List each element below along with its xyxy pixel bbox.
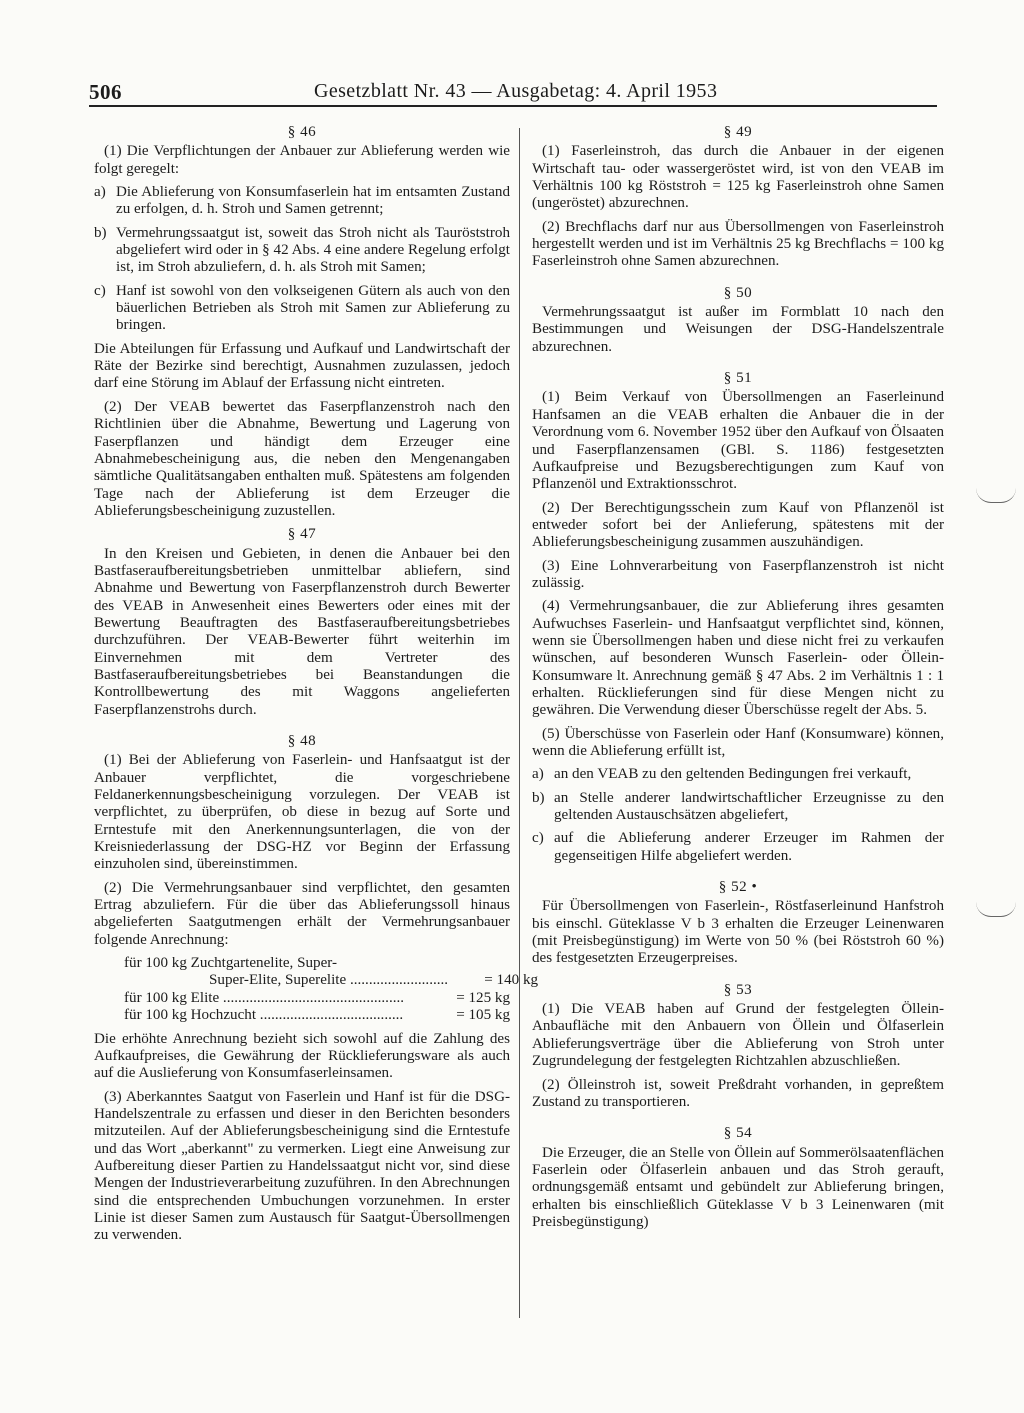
header-rule <box>89 105 937 107</box>
list-label: b) <box>532 789 545 806</box>
paragraph: (2) Brechflachs darf nur aus Übersollmengen von Faserleinstroh hergestellt werden und ist im Verhältnis 25 kg Brechflachs = 100 kg Faserleinstroh ohne Samen abzurechnen. <box>532 218 944 270</box>
paragraph: (2) Ölleinstroh ist, soweit Preßdraht vorhanden, in gepreßtem Zustand zu transportieren. <box>532 1076 944 1110</box>
list-text: Hanf ist sowohl von den volkseigenen Gütern als auch von den bäuerlichen Betrieben als Stroh mit Samen zur Ablieferung zu bringen. <box>116 282 510 334</box>
paragraph: (1) Die Verpflichtungen der Anbauer zur Ablieferung werden wie folgt geregelt: <box>94 143 510 177</box>
list-item <box>94 225 510 277</box>
paragraph: (4) Vermehrungsanbauer, die zur Ablieferung ihres gesamten Aufwuchses Faserlein- und Hanfsaatgut verpflichtet sind, können, wenn sie Übersollmengen haben und diese nicht frei zu verkaufen wünschen, auf besonderen Wunsch Faserlein- oder Öllein-Konsumware lt. Anrechnung gemäß § 47 Abs. 2 im Verhältnis 1 : 1 erhalten. Rücklieferungen sind für diese Mengen nicht zu gewähren. Die Verwendung dieser Überschüsse regelt der Abs. 5. <box>532 598 944 719</box>
paragraph: (3) Eine Lohnverarbeitung von Faserpflanzenstroh ist nicht zulässig. <box>532 557 944 591</box>
rate-row <box>94 955 510 972</box>
section-heading-46: § 46 <box>287 124 317 140</box>
column-divider <box>519 128 520 1318</box>
list-label: c) <box>94 282 106 299</box>
paragraph: Die erhöhte Anrechnung bezieht sich sowohl auf die Zahlung des Aufkaufpreises, die Gewährung der Rücklieferungsware als auch auf die Auslieferung von Konsumfaserleinsamen. <box>94 1030 510 1082</box>
paragraph: (2) Der VEAB bewertet das Faserpflanzenstroh nach den Richtlinien über die Abnahme, Bewertung und Lagerung von Faserpflanzen und händigt dem Erzeuger eine Abnahmebescheinigung aus, die neben den Mengenangaben sämtliche Qualitätsangaben enthalten muß. Spätestens am folgenden Tage nach der Ablieferung ist dem Erzeuger die Ablieferungsbescheinigung zuzustellen. <box>94 398 510 519</box>
gazette-title: Gesetzblatt Nr. 43 — Ausgabetag: 4. April 1953 <box>314 80 718 102</box>
paragraph: (2) Die Vermehrungsanbauer sind verpflichtet, den gesamten Ertrag abzuliefern. Für die über das Ablieferungssoll hinaus abgelieferten Saatgutmengen erhält der Vermehrungsanbauer folgende Anrechnung: <box>94 879 510 948</box>
paragraph: Vermehrungssaatgut ist außer im Formblatt 10 nach den Bestimmungen und Weisungen der DSG-Handelszentrale abzurechnen. <box>532 304 944 355</box>
section-heading-48: § 48 <box>287 733 317 749</box>
paragraph: Die Erzeuger, die an Stelle von Öllein auf Sommerölsaatenflächen Faserlein oder Ölfaserlein anbauen und das Stroh gerauft, ordnungsgemäß entsamt und gebündelt zur Ablieferung bringen, erhalten bis einschließlich Güteklasse V b 3 Leinenwaren (mit Preisbegünstigung) <box>532 1144 944 1230</box>
rate-value: = 125 kg <box>456 989 510 1006</box>
rate-label: für 100 kg Zuchtgartenelite, Super- <box>124 955 338 972</box>
left-column <box>94 124 539 1251</box>
margin-mark <box>976 488 1016 503</box>
paragraph: (3) Aberkanntes Saatgut von Faserlein und Hanf ist für die DSG-Handelszentrale zu erfassen und dieser in den Berichten besonders mitzuteilen. Auf der Ablieferungsbescheinigung sind die Erntestufe und das Wort „aberkannt" zu vermerken. Liegt eine Anweisung zur Aufbereitung dieser Partien zu Handelssaatgut nicht vor, sind diese Mengen der Industrieverarbeitung zuzuführen. In den Abrechnungen sind die entsprechenden Umbuchungen vorzunehmen. In erster Linie ist dieser Samen zum Austausch für Saatgut-Übersollmengen zu verwenden. <box>94 1088 510 1244</box>
section-heading-49: § 49 <box>723 124 753 140</box>
section-heading-51: § 51 <box>723 370 753 387</box>
rate-row <box>94 1007 510 1024</box>
paragraph: (5) Überschüsse von Faserlein oder Hanf (Konsumware) können, wenn die Ablieferung erfüllt ist, <box>532 725 944 759</box>
rate-value: = 105 kg <box>456 1007 510 1024</box>
rate-value <box>420 955 510 972</box>
rate-table <box>94 955 539 1024</box>
section-heading-52: § 52 • <box>718 879 758 896</box>
paragraph: In den Kreisen und Gebieten, in denen die Anbauer bei den Bastfaseraufbereitungsbetrieben unmittelbar abliefern, sind Abnahme und Bewertung von Faserpflanzenstroh durch Bewerter des VEAB in Anwesenheit eines Bewerters oder eines mit der Bewertung Beauftragten des Bastfaseraufbereitungsbetriebes durchzuführen. Der VEAB-Bewerter führt weiterhin im Einvernehmen mit dem Vertreter des Bastfaseraufbereitungsbetriebes bei Beanstandungen die Kontrollbewertung des mit Waggons angelieferten Faserpflanzenstrohs durch. <box>94 545 510 718</box>
list-item <box>532 790 944 825</box>
list-item <box>94 184 510 219</box>
list-item <box>532 830 944 865</box>
right-column <box>532 124 944 1237</box>
rate-row <box>94 972 539 989</box>
list-label: a) <box>532 766 544 783</box>
rate-label: für 100 kg Hochzucht ...................................... <box>124 1007 404 1024</box>
list-text: auf die Ablieferung anderer Erzeuger im Rahmen der gegenseitigen Hilfe abgeliefert werden. <box>554 830 944 864</box>
list-text: an den VEAB zu den geltenden Bedingungen frei verkauft, <box>554 766 912 783</box>
section-heading-54: § 54 <box>723 1125 753 1142</box>
rate-label: Super-Elite, Superelite .......................... <box>209 972 449 989</box>
paragraph: (1) Faserleinstroh, das durch die Anbauer in der eigenen Wirtschaft tau- oder wassergeröstet wird, ist von den VEAB im Verhältnis 100 kg Röststroh = 125 kg Faserleinstroh ohne Samen (ungeröstet) abzurechnen. <box>532 143 944 212</box>
list-text: Die Ablieferung von Konsumfaserlein hat im entsamten Zustand zu erfolgen, d. h. Stroh und Samen getrennt; <box>116 184 510 218</box>
section-heading-53: § 53 <box>723 981 753 998</box>
list-item <box>532 766 944 783</box>
rate-value: = 140 kg <box>484 972 539 989</box>
list-text: an Stelle anderer landwirtschaftlicher Erzeugnisse zu den geltenden Austauschsätzen abgeliefert, <box>554 789 944 824</box>
paragraph: (1) Beim Verkauf von Übersollmengen an Faserleinund Hanfsamen an die VEAB erhalten die Anbauer die in der Verordnung vom 6. November 1952 über den Aufkauf von Ölsaaten und Faserpflanzensamen (GBl. S. 1186) festgesetzten Aufkaufpreise und Bezugsberechtigungen zum Kauf von Pflanzenöl und Extraktionsschrot. <box>532 389 944 493</box>
list-label: c) <box>532 830 544 847</box>
rate-label: für 100 kg Elite ................................................ <box>124 989 405 1006</box>
section-heading-47: § 47 <box>287 526 317 543</box>
rate-row <box>94 990 510 1007</box>
paragraph: Die Abteilungen für Erfassung und Aufkauf und Landwirtschaft der Räte der Bezirke sind berechtigt, Ausnahmen zuzulassen, jedoch darf eine Störung im Ablauf der Erfassung nicht eintreten. <box>94 340 510 392</box>
paragraph: (1) Bei der Ablieferung von Faserlein- und Hanfsaatgut ist der Anbauer verpflichtet, die vorgeschriebene Feldanerkennungsbescheinigung vorzulegen. Der VEAB ist verpflichtet, zu überprüfen, ob diese in bezug auf Sorte und Erntestufe mit den Anerkennungsunterlagen, die von der Kreisniederlassung der DSG-HZ vor Beginn der Erfassung einzuholen sind, übereinstimmen. <box>94 752 510 873</box>
section-heading-50: § 50 <box>723 284 753 301</box>
paragraph: (2) Der Berechtigungsschein zum Kauf von Pflanzenöl ist entweder sofort bei der Anlieferung, spätestens mit der Ablieferungsbescheinigung zusammen auszuhändigen. <box>532 499 944 551</box>
list-text: Vermehrungssaatgut ist, soweit das Stroh nicht als Tauröststroh abgeliefert wird oder in § 42 Abs. 4 eine andere Regelung erfolgt ist, im Stroh abzuliefern, d. h. als Stroh mit Samen; <box>116 224 510 276</box>
margin-mark <box>976 902 1016 917</box>
list-label: b) <box>94 224 107 241</box>
paragraph: Für Übersollmengen von Faserlein-, Röstfaserleinund Hanfstroh bis einschl. Güteklasse V b 3 erhalten die Erzeuger Leinenwaren (mit Preisbegünstigung) im Werte von 50 % (bei Röststroh 60 %) des festgesetzten Erzeugerpreises. <box>532 898 944 967</box>
list-label: a) <box>94 184 106 201</box>
paragraph: (1) Die VEAB haben auf Grund der festgelegten Öllein-Anbaufläche mit den Anbauern von Öllein und Ölfaserlein Ablieferungsverträge über die Ablieferung von Stroh unter Zugrundelegung der festgelegten Richtzahlen abzuschließen. <box>532 1001 944 1070</box>
page-number: 506 <box>89 80 122 104</box>
list-item <box>94 283 510 335</box>
